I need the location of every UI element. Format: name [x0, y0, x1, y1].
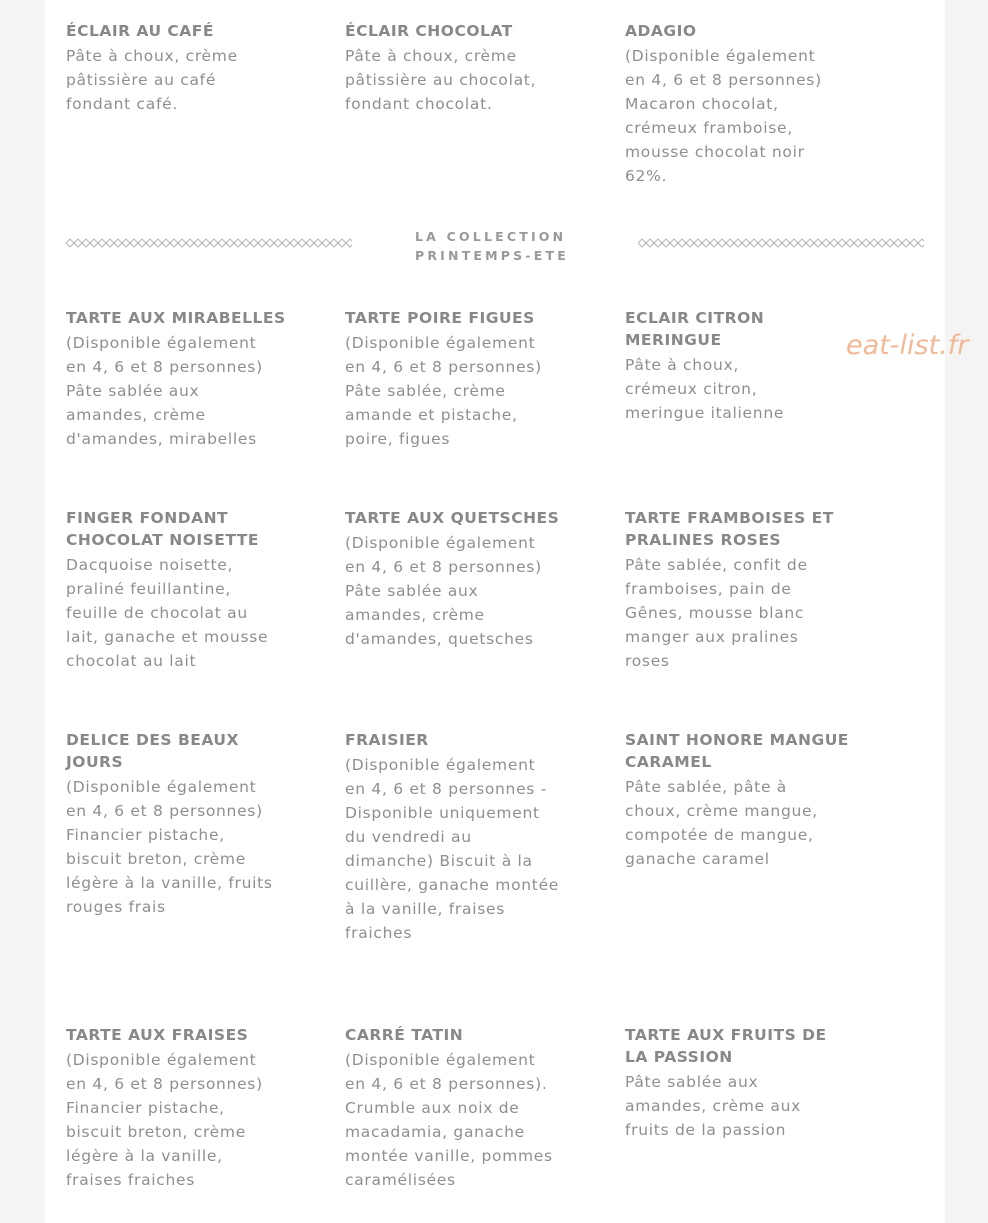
product-description: Pâte sablée, confit de framboises, pain de Gênes, mousse blanc manger aux pralines roses	[625, 556, 808, 670]
zigzag-ornament-left	[66, 238, 352, 248]
product-title: TARTE AUX FRUITS DE LA PASSION	[625, 1026, 827, 1066]
product-item[interactable]	[345, 20, 585, 116]
product-item[interactable]	[625, 507, 855, 673]
product-title: TARTE FRAMBOISES ET PRALINES ROSES	[625, 509, 834, 549]
product-title: ADAGIO	[625, 22, 697, 40]
product-item[interactable]	[625, 1024, 845, 1142]
product-item[interactable]	[66, 1024, 306, 1192]
product-title: TARTE AUX MIRABELLES	[66, 309, 286, 327]
collection-divider	[45, 226, 945, 266]
product-item[interactable]	[345, 1024, 585, 1192]
product-title: FRAISIER	[345, 731, 429, 749]
product-description: (Disponible également en 4, 6 et 8 personnes) Financier pistache, biscuit breton, crème légère à la vanille, fruits rouges frais	[66, 778, 273, 916]
product-description: (Disponible également en 4, 6 et 8 personnes) Pâte sablée, crème amande et pistache, poire, figues	[345, 334, 542, 448]
product-description: Pâte à choux, crème pâtissière au café fondant café.	[66, 47, 238, 113]
product-title: ÉCLAIR AU CAFÉ	[66, 22, 214, 40]
zigzag-ornament-right	[638, 238, 924, 248]
product-item[interactable]	[625, 307, 785, 425]
product-description: (Disponible également en 4, 6 et 8 personnes) Pâte sablée aux amandes, crème d'amandes, quetsches	[345, 534, 542, 648]
product-description: (Disponible également en 4, 6 et 8 personnes) Pâte sablée aux amandes, crème d'amandes, mirabelles	[66, 334, 263, 448]
product-item[interactable]	[66, 507, 286, 673]
product-description: Pâte à choux, crémeux citron, meringue italienne	[625, 356, 785, 422]
product-description: Pâte sablée, pâte à choux, crème mangue, compotée de mangue, ganache caramel	[625, 778, 818, 868]
product-item[interactable]	[345, 507, 585, 651]
product-description: (Disponible également en 4, 6 et 8 personnes) Macaron chocolat, crémeux framboise, mousse chocolat noir 62%.	[625, 47, 822, 185]
product-description: Dacquoise noisette, praliné feuillantine, feuille de chocolat au lait, ganache et mousse chocolat au lait	[66, 556, 269, 670]
product-title: TARTE AUX QUETSCHES	[345, 509, 560, 527]
product-item[interactable]	[66, 20, 306, 116]
product-item[interactable]	[625, 729, 870, 871]
product-description: (Disponible également en 4, 6 et 8 personnes). Crumble aux noix de macadamia, ganache montée vanille, pommes caramélisées	[345, 1051, 553, 1189]
collection-heading-line2: PRINTEMPS-ETE	[415, 248, 569, 263]
product-title: FINGER FONDANT CHOCOLAT NOISETTE	[66, 509, 259, 549]
product-title: DELICE DES BEAUX JOURS	[66, 731, 239, 771]
product-description: (Disponible également en 4, 6 et 8 personnes) Financier pistache, biscuit breton, crème légère à la vanille, fraises fraiches	[66, 1051, 263, 1189]
product-title: TARTE AUX FRAISES	[66, 1026, 249, 1044]
content-panel	[45, 0, 945, 1223]
product-item[interactable]	[625, 20, 865, 188]
collection-heading-line1: LA COLLECTION	[415, 229, 567, 244]
product-title: SAINT HONORE MANGUE CARAMEL	[625, 731, 849, 771]
collection-heading	[415, 227, 585, 265]
product-item[interactable]	[66, 729, 273, 919]
product-title: ÉCLAIR CHOCOLAT	[345, 22, 513, 40]
product-title: ECLAIR CITRON MERINGUE	[625, 309, 765, 349]
product-item[interactable]	[66, 307, 306, 451]
watermark-text: eat-list.fr	[846, 330, 969, 361]
product-title: CARRÉ TATIN	[345, 1026, 464, 1044]
product-description: (Disponible également en 4, 6 et 8 personnes - Disponible uniquement du vendredi au dimanche) Biscuit à la cuillère, ganache montée à la vanille, fraises fraiches	[345, 756, 560, 942]
product-description: Pâte sablée aux amandes, crème aux fruits de la passion	[625, 1073, 801, 1139]
product-description: Pâte à choux, crème pâtissière au chocolat, fondant chocolat.	[345, 47, 537, 113]
product-item[interactable]	[345, 307, 585, 451]
product-item[interactable]	[345, 729, 585, 945]
product-title: TARTE POIRE FIGUES	[345, 309, 535, 327]
